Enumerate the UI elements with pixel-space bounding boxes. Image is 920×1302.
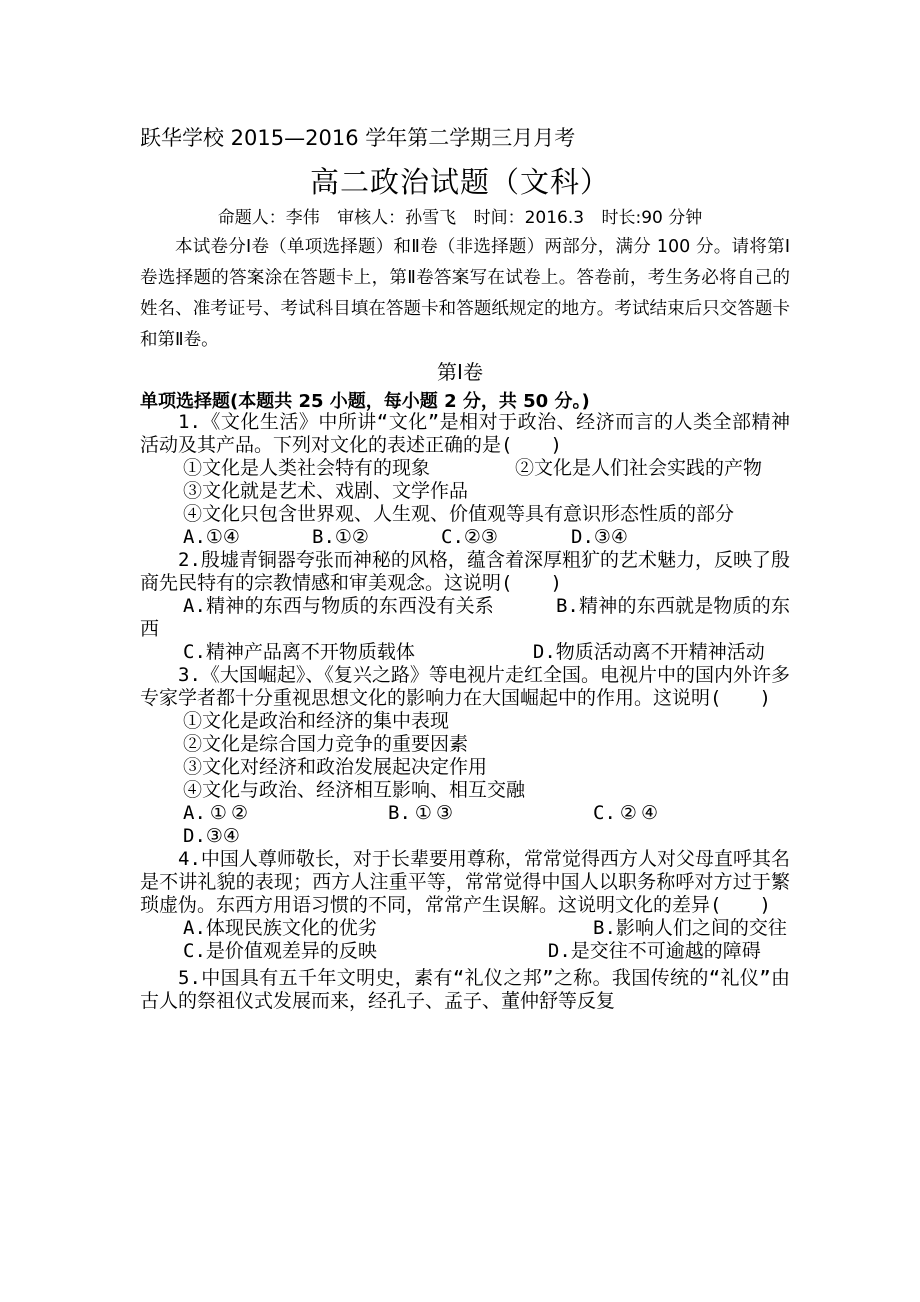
question-5-stem: 5.中国具有五千年文明史，素有“礼仪之邦”之称。我国传统的“礼仪”由古人的祭祖仪式发展而来，经孔子、孟子、董仲舒等反复 — [140, 967, 790, 1012]
author: 命题人：李伟 — [217, 208, 320, 228]
section-title: 单项选择题(本题共 25 小题，每小题 2 分，共 50 分。) — [140, 391, 590, 412]
reviewer: 审核人：孙雪飞 — [337, 208, 457, 228]
instructions: 本试卷分Ⅰ卷（单项选择题）和Ⅱ卷（非选择题）两部分，满分 100 分。请将第Ⅰ卷选择题的答案涂在答题卡上，第Ⅱ卷答案写在试卷上。答卷前，考生务必将自己的姓名、准考证号、考试科目填在答题卡和答题纸规定的地方。考试结束后只交答题卡和第Ⅱ卷。 — [140, 237, 790, 350]
questions — [140, 411, 790, 1013]
exam-duration: 时长:90 分钟 — [601, 208, 703, 228]
question-4-options-cd — [140, 940, 790, 963]
q1-option-d[interactable]: D.③④ — [571, 526, 628, 548]
q3-statement-2: ②文化是综合国力竞争的重要因素 — [183, 733, 469, 755]
school-exam-line: 跃华学校 2015—2016 学年第二学期三月月考 — [140, 126, 576, 150]
exam-meta — [0, 203, 920, 228]
q3-option-a[interactable]: A.①② — [183, 802, 252, 824]
question-2-options-ab — [140, 595, 790, 641]
question-1-statements-1-2 — [140, 457, 790, 480]
exam-title: 高二政治试题（文科） — [309, 165, 610, 199]
q3-option-b[interactable]: B.①③ — [388, 802, 457, 824]
q2-option-c[interactable]: C.精神产品离不开物质载体 — [183, 641, 415, 663]
q4-option-b[interactable]: B.影响人们之间的交往 — [593, 917, 787, 939]
exam-time: 时间：2016.3 — [473, 208, 585, 228]
q4-option-c[interactable]: C.是价值观差异的反映 — [183, 940, 377, 962]
q1-statement-3: ③文化就是艺术、戏剧、文学作品 — [183, 480, 469, 502]
q1-option-c[interactable]: C.②③ — [441, 526, 498, 548]
q3-statement-4: ④文化与政治、经济相互影响、相互交融 — [183, 779, 526, 801]
question-4-options-ab — [140, 917, 790, 940]
q1-option-b[interactable]: B.①② — [312, 526, 369, 548]
question-1-options — [140, 526, 790, 549]
q1-statement-4: ④文化只包含世界观、人生观、价值观等具有意识形态性质的部分 — [183, 503, 735, 525]
q2-option-d[interactable]: D.物质活动离不开精神活动 — [532, 641, 765, 663]
q4-option-d[interactable]: D.是交往不可逾越的障碍 — [547, 940, 761, 962]
q2-option-a[interactable]: A.精神的东西与物质的东西没有关系 — [183, 595, 494, 617]
q1-option-a[interactable]: A.①④ — [183, 526, 240, 548]
q3-option-d[interactable]: D.③④ — [183, 825, 240, 847]
question-2-stem: 2.殷墟青铜器夸张而神秘的风格，蕴含着深厚粗犷的艺术魅力，反映了殷商先民特有的宗教情感和审美观念。这说明( ) — [140, 549, 790, 594]
q1-statement-2: ②文化是人们社会实践的产物 — [515, 457, 763, 479]
part-heading: 第Ⅰ卷 — [437, 360, 483, 384]
question-2-options-cd — [140, 641, 790, 664]
q3-statement-3: ③文化对经济和政治发展起决定作用 — [183, 756, 488, 778]
question-1-stem: 1.《文化生活》中所讲“文化”是相对于政治、经济而言的人类全部精神活动及其产品。下列对文化的表述正确的是( ) — [140, 411, 790, 456]
q4-option-a[interactable]: A.体现民族文化的优劣 — [183, 917, 377, 939]
q2-option-b[interactable]: B.精神的东西就是物质的东西 — [140, 595, 790, 640]
question-4-stem: 4.中国人尊师敬长，对于长辈要用尊称，常常觉得西方人对父母直呼其名是不讲礼貌的表现；西方人注重平等，常常觉得中国人以职务称呼对方过于繁琐虚伪。东西方用语习惯的不同，常常产生误解。这说明文化的差异( ) — [140, 848, 790, 916]
q3-statement-1: ①文化是政治和经济的集中表现 — [183, 710, 450, 732]
question-3-options — [140, 802, 790, 848]
q1-statement-1: ①文化是人类社会特有的现象 — [183, 457, 431, 479]
question-3-stem: 3.《大国崛起》、《复兴之路》等电视片走红全国。电视片中的国内外许多专家学者都十分重视思想文化的影响力在大国崛起中的作用。这说明( ) — [140, 664, 790, 709]
q3-option-c[interactable]: C.②④ — [593, 802, 662, 824]
